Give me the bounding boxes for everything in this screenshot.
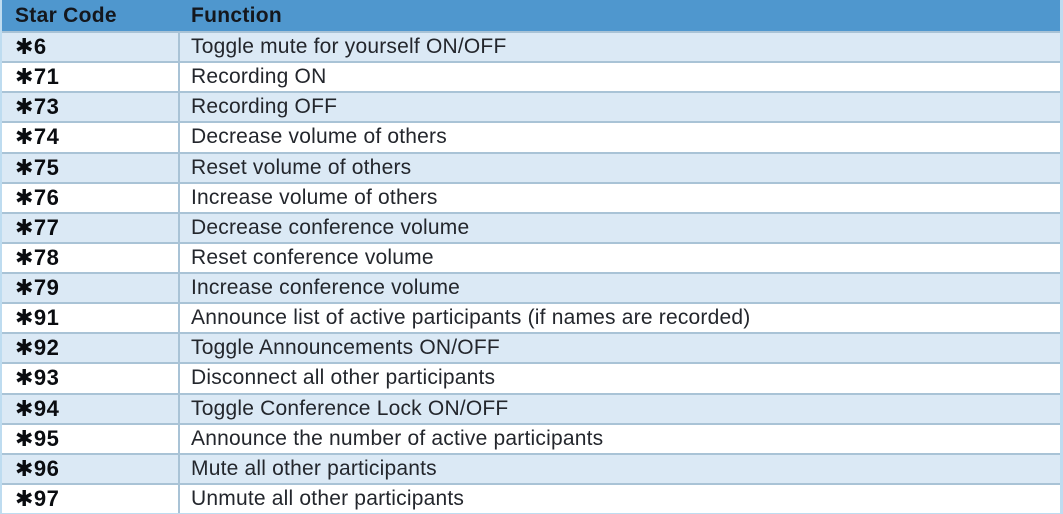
- star-code-cell: ✱75: [15, 154, 60, 180]
- function-cell: Disconnect all other participants: [191, 366, 496, 390]
- function-column-label: Function: [191, 3, 283, 27]
- function-cell: Reset volume of others: [191, 155, 412, 179]
- table-row: [2, 91, 1060, 121]
- function-cell: Announce the number of active participants: [191, 426, 604, 450]
- table-row: [2, 272, 1060, 302]
- header-cell-star-code: [2, 0, 180, 31]
- star-code-cell: ✱95: [15, 425, 60, 451]
- table-row: [2, 31, 1060, 61]
- table-row: [2, 362, 1060, 392]
- table-row: [2, 61, 1060, 91]
- star-code-cell: ✱91: [15, 305, 60, 331]
- table-body: [2, 31, 1060, 513]
- table-row: [2, 152, 1060, 182]
- star-code-cell: ✱78: [15, 244, 60, 270]
- function-cell: Reset conference volume: [191, 245, 434, 269]
- function-cell: Recording OFF: [191, 95, 338, 119]
- function-cell: Toggle mute for yourself ON/OFF: [191, 35, 507, 59]
- table-header-row: [0, 0, 1063, 31]
- star-code-cell: ✱73: [15, 94, 60, 120]
- function-cell: Decrease conference volume: [191, 215, 470, 239]
- star-code-cell: ✱92: [15, 335, 60, 361]
- function-cell: Recording ON: [191, 65, 327, 89]
- table-row: [2, 182, 1060, 212]
- table-row: [2, 121, 1060, 151]
- table-row: [2, 453, 1060, 483]
- function-cell: Mute all other participants: [191, 456, 437, 480]
- star-code-cell: ✱6: [15, 34, 47, 60]
- star-code-cell: ✱74: [15, 124, 60, 150]
- star-code-cell: ✱97: [15, 485, 60, 511]
- function-cell: Toggle Conference Lock ON/OFF: [191, 396, 509, 420]
- table-row: [2, 302, 1060, 332]
- table-row: [2, 483, 1060, 513]
- table-row: [2, 423, 1060, 453]
- function-cell: Decrease volume of others: [191, 125, 447, 149]
- function-cell: Increase volume of others: [191, 185, 438, 209]
- star-code-cell: ✱96: [15, 455, 60, 481]
- table-row: [2, 212, 1060, 242]
- star-code-cell: ✱79: [15, 275, 60, 301]
- header-cell-function: [180, 4, 1063, 28]
- table-row: [2, 393, 1060, 423]
- star-code-cell: ✱93: [15, 365, 60, 391]
- star-code-cell: ✱76: [15, 184, 60, 210]
- function-cell: Announce list of active participants (if names are recorded): [191, 306, 751, 330]
- table-row: [2, 242, 1060, 272]
- star-code-cell: ✱94: [15, 395, 60, 421]
- table-row: [2, 332, 1060, 362]
- function-cell: Increase conference volume: [191, 276, 461, 300]
- function-cell: Unmute all other participants: [191, 486, 465, 510]
- star-code-cell: ✱71: [15, 64, 60, 90]
- star-code-column-label: Star Code: [15, 3, 117, 27]
- function-cell: Toggle Announcements ON/OFF: [191, 336, 500, 360]
- star-code-cell: ✱77: [15, 214, 60, 240]
